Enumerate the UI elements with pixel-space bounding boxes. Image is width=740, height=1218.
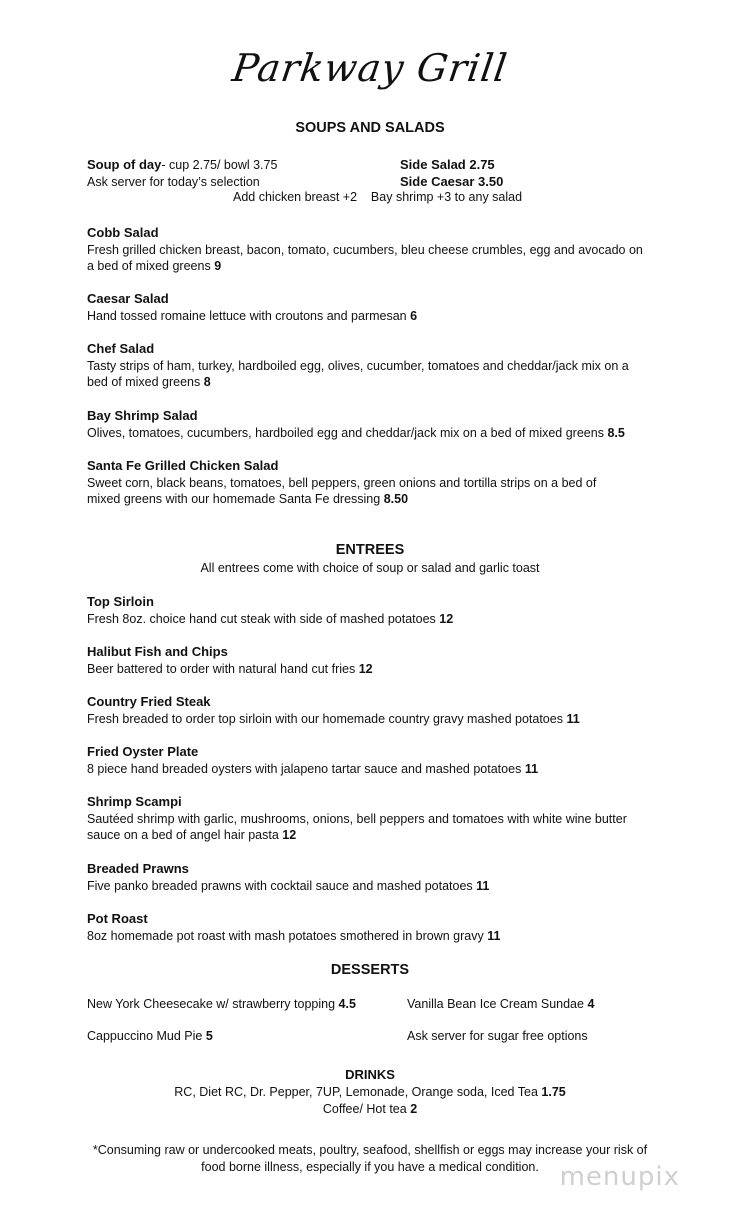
- soup-title: Soup of day: [87, 157, 162, 172]
- sodas-price: 1.75: [541, 1085, 566, 1099]
- item-desc: Sautéed shrimp with garlic, mushrooms, onions, bell peppers and tomatoes with white wine butter sauce on a bed of angel hair pasta: [87, 811, 627, 842]
- soup-of-day: [87, 156, 277, 191]
- item-price: 12: [439, 611, 454, 626]
- item-price: 8.5: [607, 425, 625, 440]
- item-desc: Fresh breaded to order top sirloin with our homemade country gravy mashed potatoes: [87, 711, 563, 726]
- drinks-coffee: [0, 1101, 740, 1118]
- side-salad: Side Salad 2.75: [400, 157, 495, 172]
- item-desc: Olives, tomatoes, cucumbers, hardboiled egg and cheddar/jack mix on a bed of mixed greens: [87, 425, 604, 440]
- coffee-label: Coffee/ Hot tea: [322, 1102, 407, 1116]
- item-title: Fried Oyster Plate: [87, 744, 199, 759]
- dessert-mudpie: [87, 1029, 213, 1043]
- dessert-price: 5: [205, 1029, 213, 1043]
- side-salads: [400, 156, 503, 190]
- item-desc: Hand tossed romaine lettuce with croutons and parmesan: [87, 308, 407, 323]
- drinks-sodas: [0, 1084, 740, 1101]
- item-price: 11: [487, 928, 501, 943]
- item-price: 9: [214, 259, 222, 273]
- item-title: Cobb Salad: [87, 225, 159, 240]
- dessert-cheesecake: [87, 997, 356, 1011]
- section-heading-desserts: DESSERTS: [330, 962, 410, 978]
- menu-item: [87, 794, 632, 844]
- menu-item: [87, 861, 647, 894]
- soup-price: - cup 2.75/ bowl 3.75: [161, 158, 278, 172]
- item-desc: Five panko breaded prawns with cocktail sauce and mashed potatoes: [87, 878, 473, 893]
- item-title: Breaded Prawns: [87, 861, 189, 876]
- add-protein-note: Add chicken breast +2 Bay shrimp +3 to any salad: [233, 190, 523, 204]
- item-price: 12: [282, 828, 297, 842]
- item-price: 11: [524, 761, 539, 776]
- section-heading-soups-salads: SOUPS AND SALADS: [295, 120, 445, 136]
- dessert-price: 4.5: [338, 997, 356, 1011]
- disclaimer-line-2: food borne illness, especially if you have a medical condition.: [201, 1160, 539, 1174]
- item-price: 11: [476, 878, 490, 893]
- entrees-note: All entrees come with choice of soup or salad and garlic toast: [200, 561, 540, 575]
- item-desc: Fresh grilled chicken breast, bacon, tomato, cucumbers, bleu cheese crumbles, egg and avocado on a bed of mixed greens: [87, 242, 643, 273]
- item-title: Halibut Fish and Chips: [87, 644, 228, 659]
- dessert-sundae: [407, 997, 594, 1011]
- item-title: Santa Fe Grilled Chicken Salad: [87, 458, 279, 473]
- item-price: 8: [203, 375, 211, 389]
- menu-item: [87, 408, 647, 441]
- item-desc: Fresh 8oz. choice hand cut steak with side of mashed potatoes: [87, 611, 436, 626]
- item-title: Shrimp Scampi: [87, 794, 182, 809]
- dessert-name: New York Cheesecake w/ strawberry topping: [87, 997, 336, 1011]
- dessert-name: Vanilla Bean Ice Cream Sundae: [407, 997, 584, 1011]
- dessert-price: 4: [587, 997, 595, 1011]
- item-title: Bay Shrimp Salad: [87, 408, 198, 423]
- menu-item: [87, 291, 647, 324]
- menu-item: [87, 694, 647, 727]
- item-price: 11: [566, 711, 580, 726]
- item-desc: Tasty strips of ham, turkey, hardboiled egg, olives, cucumber, tomatoes and cheddar/jack mix on a bed of mixed greens: [87, 358, 629, 389]
- section-heading-drinks: DRINKS: [345, 1067, 395, 1082]
- restaurant-logo: Parkway Grill: [229, 46, 511, 90]
- item-title: Country Fried Steak: [87, 694, 211, 709]
- item-price: 6: [410, 308, 418, 323]
- item-desc: 8oz homemade pot roast with mash potatoes smothered in brown gravy: [87, 928, 484, 943]
- menu-item: [87, 458, 632, 508]
- coffee-price: 2: [410, 1102, 418, 1116]
- item-title: Pot Roast: [87, 911, 148, 926]
- disclaimer-line-1: *Consuming raw or undercooked meats, poultry, seafood, shellfish or eggs may increase your risk of: [92, 1143, 648, 1157]
- item-price: 12: [358, 661, 373, 676]
- menu-item: [87, 594, 647, 627]
- menu-item: [87, 644, 647, 677]
- menu-item: [87, 225, 647, 275]
- sodas-list: RC, Diet RC, Dr. Pepper, 7UP, Lemonade, Orange soda, Iced Tea: [174, 1085, 538, 1099]
- item-title: Top Sirloin: [87, 594, 154, 609]
- item-desc: Sweet corn, black beans, tomatoes, bell peppers, green onions and tortilla strips on a bed of mixed greens with our homemade Santa Fe dressing: [87, 475, 597, 506]
- watermark: menupix: [559, 1162, 680, 1192]
- item-desc: 8 piece hand breaded oysters with jalapeno tartar sauce and mashed potatoes: [87, 761, 522, 776]
- dessert-name: Cappuccino Mud Pie: [87, 1029, 203, 1043]
- sugar-free-note: Ask server for sugar free options: [407, 1029, 588, 1043]
- item-desc: Beer battered to order with natural hand cut fries: [87, 661, 356, 676]
- item-price: 8.50: [383, 492, 409, 506]
- side-caesar: Side Caesar 3.50: [400, 174, 504, 189]
- item-title: Chef Salad: [87, 341, 155, 356]
- section-heading-entrees: ENTREES: [335, 542, 405, 558]
- item-title: Caesar Salad: [87, 291, 169, 306]
- menu-item: [87, 744, 647, 777]
- soup-note: Ask server for today’s selection: [87, 175, 260, 189]
- menu-item: [87, 911, 647, 944]
- menu-item: [87, 341, 647, 391]
